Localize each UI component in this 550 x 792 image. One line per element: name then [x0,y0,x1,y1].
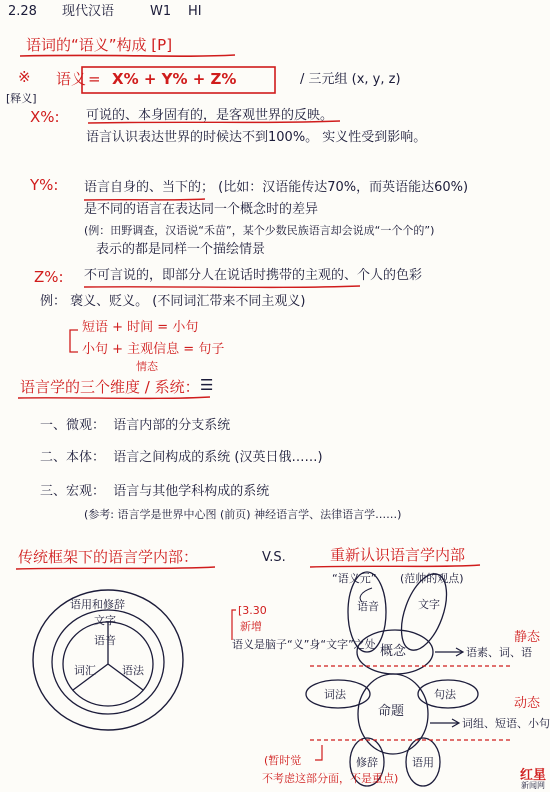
quote-label: “语义元” [332,572,377,585]
dim-num: 一、 [40,418,67,433]
x-line1: 可说的、本身固有的，是客观世界的反映。 [86,108,334,123]
watermark-bottom: 新闻网 [520,781,545,790]
y-line2: 是不同的语言在表达同一个概念时的差异 [84,202,319,217]
asterisk-mark: ※ [18,68,31,86]
leg-right-label: 语用 [412,756,434,769]
x-line2: 语言认识表达世界的时候达不到100%。 实义性受到影响。 [86,130,427,145]
x-label: X%: [30,108,60,126]
z-label: Z%: [34,268,64,286]
header-week: W1 [150,4,172,19]
head-label: 概念 [380,644,407,659]
z-line3: 短语 + 时间 = 小句 [82,320,199,335]
dynamic-label: 动态 [514,696,541,711]
dim-item-3 [40,484,269,500]
left-diagram-title: 传统框架下的语言学内部： [18,548,199,566]
section2-title: 语言学的三个维度 / 系统： [20,378,200,396]
newmark-date: [3.30 [238,604,267,617]
z-line2: 例： 褒义、贬义。 (不同词汇带来不同主观义) [40,294,306,309]
quote-note: (范帅的观点) [400,572,464,585]
static-label: 静态 [514,630,541,645]
body-label: 命题 [378,704,405,719]
right-arm-label: 句法 [434,688,456,701]
dim-name: 微观： [66,418,106,433]
head-right-label: 语素、词、语 [466,646,532,659]
dim-desc: 语言内部的分支系统 [113,418,231,433]
y-line1: 语言自身的、当下的； (比如：汉语能传达70%，而英语能达60%) [84,180,469,195]
section1-title: 语词的“语义”构成 [P] [26,36,173,54]
dim-desc: 语言之间构成的系统 (汉英日俄……) [113,450,323,465]
temp-note: (暂时觉 [264,754,302,767]
newmark-label: 新增 [240,620,262,633]
bottom-note: 不考虑这部分面，不是重点) [262,772,399,785]
formula-label: 语义 [56,70,87,88]
dim-item-2 [40,450,323,466]
ear-left-label: 语音 [357,600,379,613]
dim-item-3-line2: (参考: 语言学是世界中心图 (前页) 神经语言学、法律语言学……) [84,508,402,521]
dim-desc: 语言与其他学科构成的系统 [113,484,270,499]
right-diagram-title: 重新认识语言学内部 [330,546,466,564]
phon-label: 语音 [94,634,116,647]
z-line1: 不可言说的，即部分人在说话时携带的主观的、个人的色彩 [84,268,423,283]
triple-note: / 三元组 (x, y, z) [300,72,401,87]
three-lines-icon: ☰ [200,376,214,394]
news-watermark [520,769,546,790]
gram-label: 语法 [122,664,144,677]
lex-label: 词汇 [74,664,96,677]
formula-text: X% + Y% + Z% [112,70,237,88]
formula-eq: = [88,70,101,88]
watermark-top: 红星 [519,768,546,783]
ear-right-label: 文字 [418,598,440,611]
dim-item-1 [40,418,230,434]
dim-num: 三、 [40,484,67,499]
newmark-text: 语义是脑子“义”身“文字”之处 [232,638,376,651]
header-course: 现代汉语 [62,4,115,19]
header-date: 2.28 [8,4,37,19]
note-label: [释义] [6,92,37,105]
left-arm-label: 词法 [324,688,346,701]
y-label: Y%: [30,176,59,194]
z-line5: 情态 [136,360,158,373]
leg-left-label: 修辞 [356,756,378,769]
ring-outer-label: 语用和修辞 [70,598,125,611]
body-right-label: 词组、短语、小句 [462,717,550,730]
dim-name: 本体： [66,450,106,465]
vs-label: V.S. [262,550,286,565]
y-line4: 表示的都是同样一个描绘情景 [96,242,266,257]
ring-mid-label: 文字 [94,614,116,627]
z-line4: 小句 + 主观信息 = 句子 [82,342,225,357]
dim-num: 二、 [40,450,67,465]
y-line3: (例：田野调查，汉语说“禾苗”，某个少数民族语言却会说成“一个个的”) [84,224,435,237]
dim-name: 宏观： [66,484,106,499]
header-hw: HI [188,4,202,19]
